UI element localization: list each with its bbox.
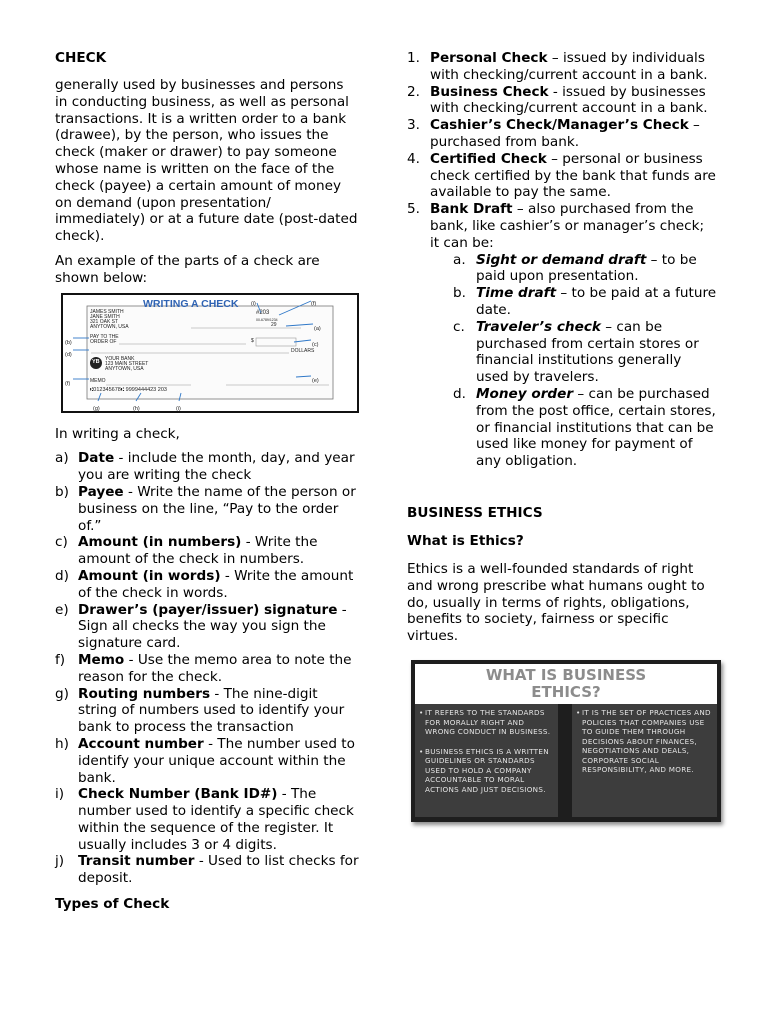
type-term: Certified Check	[430, 150, 547, 167]
list-marker: 2.	[407, 83, 420, 100]
check-micr: ⑆012345678⑆ 9999444423 203	[90, 386, 167, 393]
check-label: (g)	[93, 405, 100, 412]
step-desc: - Used to list checks for deposit.	[78, 853, 359, 887]
list-item	[407, 151, 717, 201]
infographic-title-line: ETHICS?	[531, 682, 601, 701]
step-desc: - include the month, day, and year you are writing the check	[78, 450, 355, 484]
step-term: Date	[78, 450, 115, 467]
type-term: Business Check	[430, 83, 549, 100]
step-desc: - Sign all checks the way you sign the signature card.	[78, 601, 347, 652]
type-desc: – also purchased from the bank, like cashier’s or manager’s check; it can be:	[430, 201, 705, 251]
check-types-list	[407, 50, 717, 470]
list-item	[453, 319, 717, 386]
types-heading: Types of Check	[55, 896, 170, 913]
infographic-left-panel	[415, 704, 558, 817]
step-term: Amount (in words)	[78, 567, 221, 584]
infographic-bullet: • IT REFERS TO THE STANDARDS FOR MORALLY RIGHT AND WRONG CONDUCT IN BUSINESS.	[419, 708, 554, 737]
business-ethics-infographic	[411, 660, 721, 822]
list-marker: g)	[55, 685, 69, 702]
step-desc: - Write the amount of the check in numbers.	[78, 534, 318, 568]
list-item	[55, 786, 360, 853]
check-label: (h)	[133, 405, 140, 412]
list-marker: j)	[55, 853, 65, 870]
check-dollars: DOLLARS	[291, 347, 315, 354]
list-marker: d.	[453, 385, 466, 402]
step-term: Routing numbers	[78, 685, 211, 702]
type-desc: – personal or business check certified by the bank that funds are available to pay the same.	[430, 150, 716, 201]
step-desc: - Use the memo area to note the reason for the check.	[78, 651, 352, 685]
check-name-line: ANYTOWN, USA	[90, 323, 129, 330]
draft-term: Sight or demand draft	[476, 251, 647, 268]
list-item	[55, 568, 360, 602]
list-marker: 4.	[407, 150, 420, 167]
check-label: (f)	[311, 300, 317, 307]
infographic-header	[415, 664, 717, 704]
list-marker: i)	[55, 786, 65, 803]
step-desc: - The nine-digit string of numbers used to identify your bank to process the transaction	[78, 685, 345, 736]
step-desc: - Write the name of the person or business on the line, “Pay to the order of.”	[78, 483, 356, 534]
left-column	[55, 50, 360, 913]
bank-line: ANYTOWN, USA	[105, 365, 144, 372]
list-item	[453, 252, 717, 286]
right-column	[407, 50, 717, 822]
type-desc: - issued by businesses with checking/current account in a bank.	[430, 83, 708, 117]
check-name-line: JAMES SMITH	[90, 308, 124, 315]
draft-term: Traveler’s check	[476, 318, 601, 335]
infographic-right-panel	[572, 704, 717, 817]
what-is-ethics-heading: What is Ethics?	[407, 532, 524, 549]
list-marker: 5.	[407, 201, 420, 218]
bank-line: YOUR BANK	[105, 355, 135, 362]
list-item	[407, 201, 717, 470]
list-marker: a.	[453, 251, 466, 268]
check-label: (d)	[65, 351, 72, 358]
infographic-bullet: • IT IS THE SET OF PRACTICES AND POLICIES THAT COMPANIES USE TO GUIDE THEM THROUGH DECISIONS ABOUT FINANCES, NEGOTIATIONS AND DEALS, CORPORATE SOCIAL RESPONSIBILITY, AND MORE.	[576, 708, 711, 775]
list-marker: b.	[453, 285, 466, 302]
check-routing-small: 00-6789/1234	[256, 317, 278, 322]
check-name-line: 321 OAK ST	[90, 318, 119, 325]
check-steps-list	[55, 450, 360, 887]
example-text: An example of the parts of a check are shown below:	[55, 252, 320, 286]
check-intro: generally used by businesses and persons in conducting business, as well as personal transactions. It is a written order to a bank (drawee), by the person, who issues the check (maker or drawer) to pay someone whose name is written on the face of the check (payee) a certain amount of money on demand (upon presentation/ immediately) or at a future date (post-dated check).	[55, 77, 358, 245]
list-item	[407, 84, 717, 118]
check-title: WRITING A CHECK	[143, 297, 239, 310]
check-label: (f)	[65, 380, 71, 387]
list-item	[55, 484, 360, 534]
type-term: Personal Check	[430, 50, 548, 66]
ethics-definition: Ethics is a well-founded standards of right and wrong prescribe what humans ought to do, usually in terms of rights, obligations, benefits to society, fairness or specific virtues.	[407, 560, 705, 645]
step-term: Amount (in numbers)	[78, 534, 242, 551]
check-label: (c)	[312, 341, 319, 348]
draft-desc: – can be purchased from the post office, certain stores, or financial institutions that can be used like money for payment of any obligation.	[476, 385, 716, 470]
list-marker: e)	[55, 601, 69, 618]
list-item	[55, 450, 360, 484]
check-memo: MEMO	[90, 377, 106, 384]
type-desc: – purchased from bank.	[430, 117, 700, 150]
step-desc: - The number used to identify a specific check within the sequence of the register. It usually includes 3 or 4 digits.	[78, 786, 354, 853]
business-ethics-heading: BUSINESS ETHICS	[407, 504, 543, 521]
list-item	[407, 117, 717, 151]
step-term: Memo	[78, 651, 125, 668]
bank-line: 123 MAIN STREET	[105, 360, 149, 367]
check-heading: CHECK	[55, 50, 107, 66]
check-date-value: 29	[271, 321, 277, 328]
step-term: Payee	[78, 483, 124, 500]
check-label: (b)	[65, 339, 72, 346]
list-marker: 1.	[407, 50, 420, 66]
list-item	[55, 534, 360, 568]
step-desc: - Write the amount of the check in words.	[78, 567, 354, 601]
step-desc: - The number used to identify your unique account within the bank.	[78, 735, 355, 786]
list-item	[453, 285, 717, 319]
draft-types-list	[453, 252, 717, 470]
draft-desc: – can be purchased from certain stores or financial institutions generally used by travelers.	[476, 318, 699, 386]
bank-logo: YB	[92, 358, 100, 365]
step-term: Check Number (Bank ID#)	[78, 786, 278, 803]
list-item	[55, 686, 360, 736]
list-item	[453, 386, 717, 470]
draft-term: Money order	[476, 385, 574, 402]
step-term: Drawer’s (payer/issuer) signature	[78, 601, 338, 618]
list-marker: c.	[453, 318, 465, 335]
check-name-line: JANE SMITH	[90, 313, 120, 320]
check-diagram	[61, 293, 359, 413]
list-item	[55, 853, 360, 887]
list-item	[55, 736, 360, 786]
list-marker: d)	[55, 567, 69, 584]
type-term: Cashier’s Check/Manager’s Check	[430, 117, 689, 134]
list-item	[55, 652, 360, 686]
list-item	[407, 50, 717, 84]
list-marker: a)	[55, 450, 69, 467]
list-marker: b)	[55, 483, 69, 500]
check-dollar-sign: $	[251, 337, 254, 344]
check-label: (i)	[251, 300, 256, 307]
infographic-title	[415, 667, 717, 701]
list-marker: f)	[55, 651, 66, 668]
infographic-bullet: • BUSINESS ETHICS IS A WRITTEN GUIDELINES OR STANDARDS USED TO HOLD A COMPANY ACCOUNTABLE TO MORAL ACTIONS AND JUST DECISIONS.	[419, 747, 554, 795]
type-desc: – issued by individuals with checking/current account in a bank.	[430, 50, 708, 83]
check-label: (i)	[176, 405, 181, 412]
draft-desc: – to be paid upon presentation.	[476, 251, 697, 285]
list-marker: h)	[55, 735, 69, 752]
check-number: #203	[256, 309, 270, 316]
draft-term: Time draft	[476, 285, 557, 302]
type-term: Bank Draft	[430, 201, 513, 218]
list-marker: c)	[55, 534, 68, 551]
check-pay-to: PAY TO THE ORDER OF	[90, 333, 119, 346]
check-label: (a)	[314, 325, 321, 332]
step-term: Transit number	[78, 853, 195, 870]
writing-intro: In writing a check,	[55, 425, 180, 442]
step-term: Account number	[78, 735, 204, 752]
infographic-title-line: WHAT IS BUSINESS	[485, 665, 647, 684]
check-label: (e)	[312, 377, 319, 384]
list-item	[55, 602, 360, 652]
draft-desc: – to be paid at a future date.	[476, 285, 717, 318]
list-marker: 3.	[407, 117, 420, 134]
